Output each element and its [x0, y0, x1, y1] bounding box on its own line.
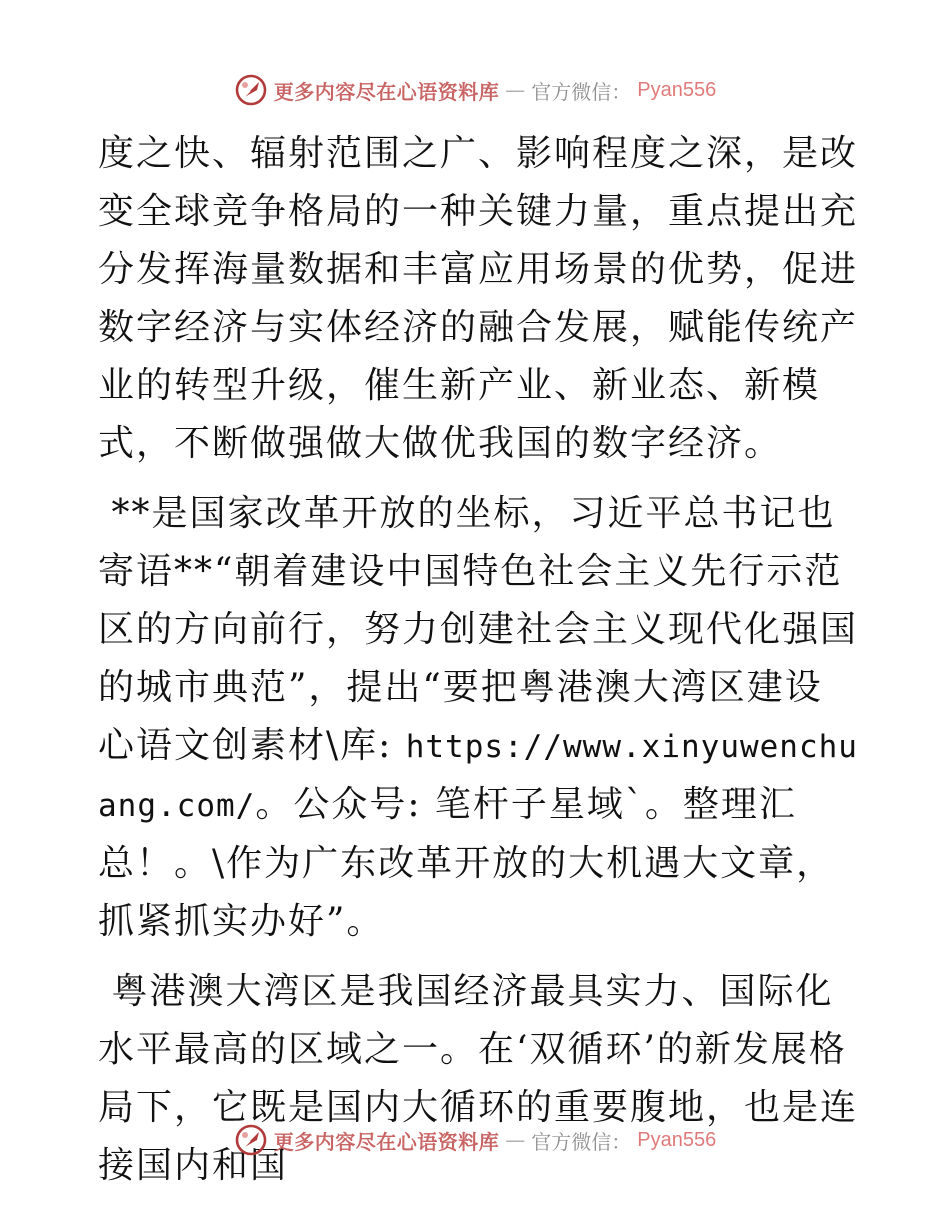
- document-body: [98, 125, 858, 1195]
- paragraph-reform-opening: [98, 485, 858, 951]
- brand-name: 更多内容尽在心语资料库: [273, 1129, 500, 1154]
- paragraph-digital-economy: 度之快、辐射范围之广、影响程度之深，是改变全球竞争格局的一种关键力量，重点提出充分发挥海量数据和丰富应用场景的优势，促进数字经济与实体经济的融合发展，赋能传统产业的转型升级，催生新产业、新业态、新模式，不断做强做大做优我国的数字经济。: [98, 133, 859, 464]
- wechat-label: 官方微信：: [531, 79, 632, 104]
- paragraph-reform-opening-text: **是国家改革开放的坐标，习近平总书记也寄语**“朝着建设中国特色社会主义先行示范区的方向前行，努力创建社会主义现代化强国的城市典范”，提出“要把粤港澳大湾区建设心语文创素材\库: https://www.xinyuwenchuang.com/。公众号: 笔杆子星域`。整理汇总！。\作为广东改革开放的大机遇大文章，抓紧抓实办好”。: [98, 493, 859, 942]
- quill-logo-icon: [234, 73, 268, 107]
- brand-separator: —: [505, 1128, 526, 1152]
- brand-name: 更多内容尽在心语资料库: [273, 79, 500, 104]
- header-watermark: [0, 70, 950, 110]
- brand-separator: —: [505, 78, 526, 102]
- resource-url: https://www.xinyuwenchuang.com/: [98, 729, 858, 824]
- wechat-label: 官方微信：: [531, 1129, 632, 1154]
- footer-watermark: [0, 1120, 950, 1160]
- paragraph-greater-bay-area: 粤港澳大湾区是我国经济最具实力、国际化水平最高的区域之一。在‘双循环’的新发展格局下，它既是国内大循环的重要腹地，也是连接国内和国: [98, 971, 859, 1186]
- quill-logo-icon: [234, 1123, 268, 1157]
- wechat-id: Pyan556: [637, 1128, 717, 1151]
- wechat-id: Pyan556: [637, 78, 717, 101]
